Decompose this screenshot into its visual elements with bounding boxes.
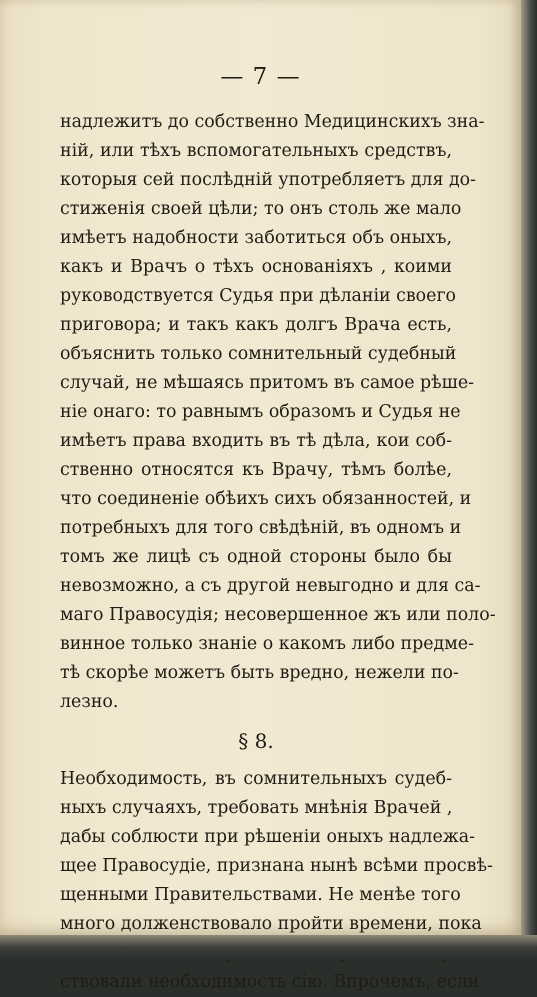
text-line: что соединеніе обѣихъ сихъ обязанностей, и xyxy=(60,489,472,509)
text-line: тѣ скорѣе можетъ быть вредно, нежели по- xyxy=(60,663,459,683)
text-line: приговора; и такъ какъ долгъ Врача есть, xyxy=(60,315,452,335)
text-line: которыя сей послѣдній употребляетъ для до- xyxy=(60,170,477,190)
paragraph-1 xyxy=(60,108,496,717)
text-line: ніе онаго: то равнымъ образомъ и Судья не xyxy=(60,402,461,422)
text-line: лезно. xyxy=(60,692,119,712)
text-line: объяснить только сомнительный судебный xyxy=(60,344,457,364)
text-line: ствовали необходимость сію. Впрочемъ, если xyxy=(60,972,480,992)
page-edge-shadow xyxy=(521,0,537,935)
text-line: томъ же лицѣ съ одной стороны было бы xyxy=(60,547,452,567)
text-line: имѣетъ права входить въ тѣ дѣла, кои соб- xyxy=(60,431,452,451)
page-bottom-shadow xyxy=(0,935,537,960)
paragraph-2 xyxy=(60,765,493,997)
text-line: ственно относятся къ Врачу, тѣмъ болѣе, xyxy=(60,460,452,480)
text-line: невозможно, а съ другой невыгодно и для са- xyxy=(60,576,481,596)
body-text xyxy=(60,108,496,997)
text-line: ныхъ случаяхъ, требовать мнѣнія Врачей , xyxy=(60,798,453,818)
text-line: маго Правосудія; несовершенное жъ или поло- xyxy=(60,605,496,625)
text-line: винное только знаніе о какомъ либо предме- xyxy=(60,634,474,654)
text-line: дабы соблюсти при рѣшеніи оныхъ надлежа- xyxy=(60,827,476,847)
text-line: щенными Правительствами. Не менѣе того xyxy=(60,885,461,905)
text-line: какъ и Врачъ о тѣхъ основаніяхъ , коими xyxy=(60,257,452,277)
page-number: — 7 — xyxy=(220,64,301,90)
section-heading: § 8. xyxy=(238,729,274,753)
text-line: потребныхъ для того свѣдѣній, въ одномъ и xyxy=(60,518,462,538)
text-line: надлежитъ до собственно Медицинскихъ зна- xyxy=(60,112,485,132)
text-line: стиженія своей цѣли; то онъ столь же мало xyxy=(60,199,462,219)
text-line: случай, не мѣшаясь притомъ въ самое рѣше- xyxy=(60,373,474,393)
text-line: щее Правосудіе, признана нынѣ всѣми просвѣ- xyxy=(60,856,493,876)
text-line: много долженствовало пройти времени, пока xyxy=(60,914,482,934)
text-line: руководствуется Судья при дѣланіи своего xyxy=(60,286,457,306)
text-line: имѣетъ надобности заботиться объ оныхъ, xyxy=(60,228,452,248)
text-line: ній, или тѣхъ вспомогательныхъ средствъ, xyxy=(60,141,452,161)
text-line: Необходимость, въ сомнительныхъ судеб- xyxy=(60,769,452,789)
